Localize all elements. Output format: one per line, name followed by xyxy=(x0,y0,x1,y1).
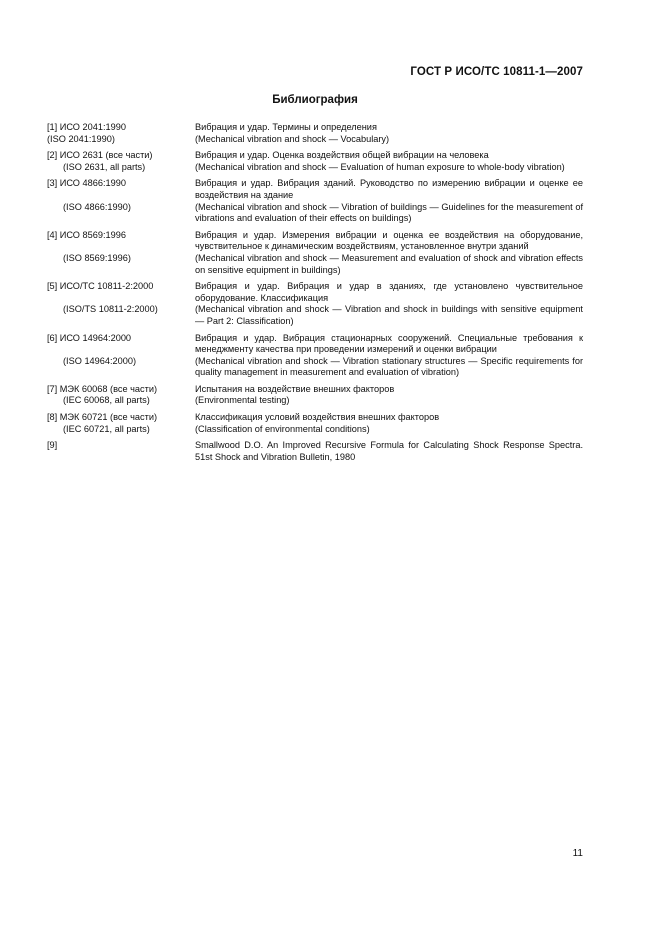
reference-international-designation: (ISO 14964:2000) xyxy=(63,355,137,366)
reference-number: [1] ИСО 2041:1990 xyxy=(47,122,126,132)
reference-international-designation: (ISO 2041:1990) xyxy=(47,133,115,144)
reference-description xyxy=(195,150,583,173)
reference-designation xyxy=(47,178,195,224)
spacer xyxy=(47,190,195,202)
reference-international-designation: (IEC 60721, all parts) xyxy=(63,423,150,434)
reference-title-ru: Вибрация и удар. Оценка воздействия общей вибрации на человека xyxy=(195,150,489,161)
reference-number: [3] ИСО 4866:1990 xyxy=(47,178,126,189)
reference-title-ru: Классификация условий воздействия внешних факторов xyxy=(195,412,440,423)
reference-description xyxy=(195,412,583,435)
reference-designation xyxy=(47,440,195,463)
page-number: 11 xyxy=(572,848,583,859)
reference-description xyxy=(195,384,583,407)
reference-designation xyxy=(47,150,195,173)
reference-description xyxy=(195,281,583,327)
reference-number: [7] МЭК 60068 (все части) xyxy=(47,383,158,394)
reference-description xyxy=(195,178,583,224)
reference-item-2 xyxy=(47,150,583,173)
reference-description xyxy=(195,230,583,276)
reference-number: [6] ИСО 14964:2000 xyxy=(47,332,132,343)
reference-list xyxy=(47,122,583,468)
reference-title-en: (Mechanical vibration and shock — Vibration and shock in buildings with sensitive equipment — Part 2: Classification) xyxy=(195,304,583,326)
reference-item-4 xyxy=(47,230,583,276)
spacer xyxy=(47,241,195,253)
reference-title-ru: Вибрация и удар. Измерения вибрации и оценка ее воздействия на оборудование, чувствительное к динамическим воздействиям, установленное внутри зданий xyxy=(195,229,583,252)
reference-title-ru: Испытания на воздействие внешних факторов xyxy=(195,383,395,394)
reference-title: Smallwood D.O. An Improved Recursive Formula for Calculating Shock Response Spectra. 51st Shock and Vibration Bulletin, 1980 xyxy=(195,440,583,462)
reference-description xyxy=(195,122,583,145)
reference-title-en: (Mechanical vibration and shock — Vibration stationary structures — Specific requirements for quality management in measurement and evaluation of vibration) xyxy=(195,355,583,378)
reference-international-designation: (ISO/TS 10811-2:2000) xyxy=(63,304,158,315)
reference-number: [4] ИСО 8569:1996 xyxy=(47,229,126,240)
reference-title-ru: Вибрация и удар. Вибрация и удар в зданиях, где установлено чувствительное оборудование. Классификация xyxy=(195,281,583,303)
reference-international-designation: (ISO 4866:1990) xyxy=(63,201,131,212)
reference-designation xyxy=(47,333,195,379)
reference-designation xyxy=(47,384,195,407)
reference-item-5 xyxy=(47,281,583,327)
reference-international-designation: (IEC 60068, all parts) xyxy=(63,395,150,406)
reference-designation xyxy=(47,281,195,327)
reference-international-designation: (ISO 2631, all parts) xyxy=(63,161,146,172)
reference-title-en: (Mechanical vibration and shock — Evaluation of human exposure to whole-body vibration) xyxy=(195,161,565,172)
reference-item-6 xyxy=(47,333,583,379)
reference-number: [5] ИСО/ТС 10811-2:2000 xyxy=(47,281,154,292)
reference-title-en: (Mechanical vibration and shock — Vocabulary) xyxy=(195,133,390,144)
reference-number: [9] xyxy=(47,440,58,451)
reference-description xyxy=(195,440,583,463)
reference-title-ru: Вибрация и удар. Термины и определения xyxy=(195,122,377,132)
reference-number: [2] ИСО 2631 (все части) xyxy=(47,150,153,161)
reference-item-3 xyxy=(47,178,583,224)
spacer xyxy=(47,344,195,356)
bibliography-title: Библиография xyxy=(272,94,358,106)
spacer xyxy=(47,293,195,305)
reference-item-7 xyxy=(47,384,583,407)
reference-description xyxy=(195,333,583,379)
reference-title-ru: Вибрация и удар. Вибрация стационарных сооружений. Специальные требования к менеджменту качества при проведении измерений и оценки вибрации xyxy=(195,332,583,355)
reference-international-designation: (ISO 8569:1996) xyxy=(63,252,131,263)
reference-designation xyxy=(47,122,195,145)
reference-number: [8] МЭК 60721 (все части) xyxy=(47,412,158,423)
reference-designation xyxy=(47,412,195,435)
reference-item-8 xyxy=(47,412,583,435)
reference-item-9 xyxy=(47,440,583,463)
reference-designation xyxy=(47,230,195,276)
reference-title-en: (Environmental testing) xyxy=(195,395,290,406)
reference-title-en: (Mechanical vibration and shock — Vibration of buildings — Guidelines for the measurement of vibrations and evaluation of their effects on buildings) xyxy=(195,201,583,224)
reference-item-1 xyxy=(47,122,583,145)
reference-title-en: (Classification of environmental conditions) xyxy=(195,423,370,434)
reference-title-ru: Вибрация и удар. Вибрация зданий. Руководство по измерению вибрации и оценке ее воздействия на здание xyxy=(195,178,583,200)
reference-title-en: (Mechanical vibration and shock — Measurement and evaluation of shock and vibration effects on sensitive equipment in buildings) xyxy=(195,252,583,275)
document-header: ГОСТ Р ИСО/ТС 10811-1—2007 xyxy=(410,66,583,78)
